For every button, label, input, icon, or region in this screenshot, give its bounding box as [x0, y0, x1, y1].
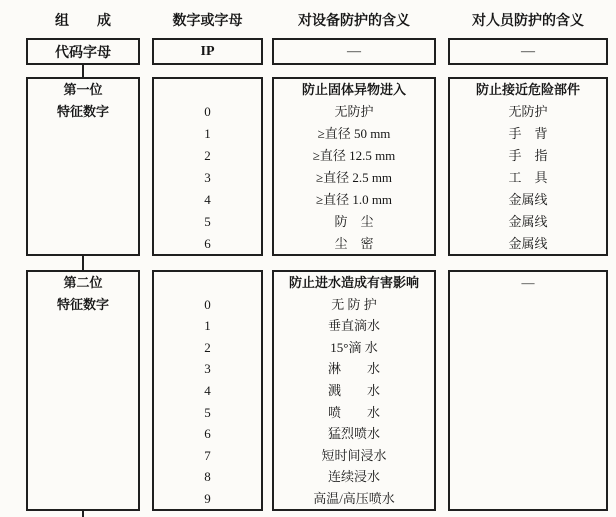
digit-cell: 7: [204, 447, 211, 463]
second-numeral-equipment-box: [272, 270, 436, 511]
equipment-row: 防 尘: [334, 213, 374, 229]
first-numeral-type-label: 特征数字: [56, 104, 109, 120]
personnel-row: 金属线: [508, 191, 548, 207]
code-letter-equipment-box: [272, 38, 436, 65]
second-numeral-digits-box: [152, 270, 263, 511]
connector-below-second-numeral: [82, 510, 84, 517]
equipment-row: ≥直径 50 mm: [317, 126, 391, 142]
equipment-dash: —: [347, 43, 361, 59]
digit-spacer: [154, 272, 261, 294]
first-numeral-digits-box: [152, 77, 263, 256]
equipment-row: ≥直径 1.0 mm: [315, 191, 393, 207]
code-letter-value-box: [152, 38, 263, 65]
digit-cell: 5: [204, 404, 211, 420]
digit-cell: 3: [204, 361, 211, 377]
digit-cell: 6: [204, 426, 211, 442]
personnel-header-row: 防止接近危险部件: [475, 82, 580, 98]
code-letter-label: 代码字母: [55, 45, 111, 61]
equipment-row: 猛烈喷水: [327, 426, 380, 442]
personnel-dash: —: [521, 43, 535, 59]
column-header-equipment-meaning: 对设备防护的含义: [298, 14, 410, 29]
digit-cell: 1: [204, 318, 211, 334]
equipment-row: 淋 水: [327, 361, 380, 377]
code-letter-label-box: [26, 38, 140, 65]
first-numeral-equipment-box: [272, 77, 436, 256]
digit-cell: 9: [204, 490, 211, 506]
equipment-row: 无 防 护: [331, 296, 377, 312]
digit-cell: 1: [204, 126, 211, 142]
column-header-composition: 组 成: [55, 14, 111, 29]
digit-cell: 6: [204, 235, 211, 251]
digit-cell: 0: [204, 104, 211, 120]
first-numeral-label-box: [26, 77, 140, 256]
equipment-row: 垂直滴水: [327, 318, 380, 334]
digit-cell: 2: [204, 339, 211, 355]
connector-first-to-second-numeral: [82, 255, 84, 270]
equipment-row: ≥直径 2.5 mm: [315, 169, 393, 185]
equipment-row: 15°滴 水: [330, 339, 378, 355]
equipment-header-row: 防止固体异物进入: [301, 82, 406, 98]
second-numeral-personnel-box: [448, 270, 608, 511]
column-header-numeral-or-letter: 数字或字母: [172, 14, 243, 29]
personnel-dash: —: [521, 275, 535, 291]
code-letter-value: IP: [200, 43, 215, 59]
equipment-row: 连续浸水: [327, 469, 380, 485]
code-letter-personnel-box: [448, 38, 608, 65]
personnel-row: 工 具: [508, 169, 548, 185]
column-header-personnel-meaning: 对人员防护的含义: [472, 14, 584, 29]
digit-cell: 4: [204, 191, 211, 207]
digit-cell: 3: [204, 169, 211, 185]
equipment-row: 高温/高压喷水: [313, 490, 395, 506]
second-numeral-type-label: 特征数字: [56, 296, 109, 312]
digit-cell: 4: [204, 382, 211, 398]
connector-code-to-first-numeral: [82, 64, 84, 77]
equipment-row: 喷 水: [327, 404, 380, 420]
digit-cell: 8: [204, 469, 211, 485]
personnel-row: 金属线: [508, 213, 548, 229]
personnel-row: 金属线: [508, 235, 548, 251]
first-numeral-personnel-box: [448, 77, 608, 256]
equipment-header-row: 防止进水造成有害影响: [288, 275, 419, 291]
equipment-row: 溅 水: [327, 382, 380, 398]
equipment-row: 无防护: [334, 104, 374, 120]
personnel-row: 手 背: [508, 126, 548, 142]
equipment-row: 短时间浸水: [321, 447, 387, 463]
digit-cell: 2: [204, 148, 211, 164]
equipment-row: ≥直径 12.5 mm: [312, 148, 396, 164]
second-numeral-position-label: 第二位: [63, 275, 103, 291]
personnel-row: 手 指: [508, 148, 548, 164]
digit-cell: 5: [204, 213, 211, 229]
first-numeral-position-label: 第一位: [63, 82, 103, 98]
digit-cell: 0: [204, 296, 211, 312]
personnel-row: 无防护: [508, 104, 548, 120]
equipment-row: 尘 密: [334, 235, 374, 251]
second-numeral-label-box: [26, 270, 140, 511]
digit-spacer: [154, 79, 261, 101]
